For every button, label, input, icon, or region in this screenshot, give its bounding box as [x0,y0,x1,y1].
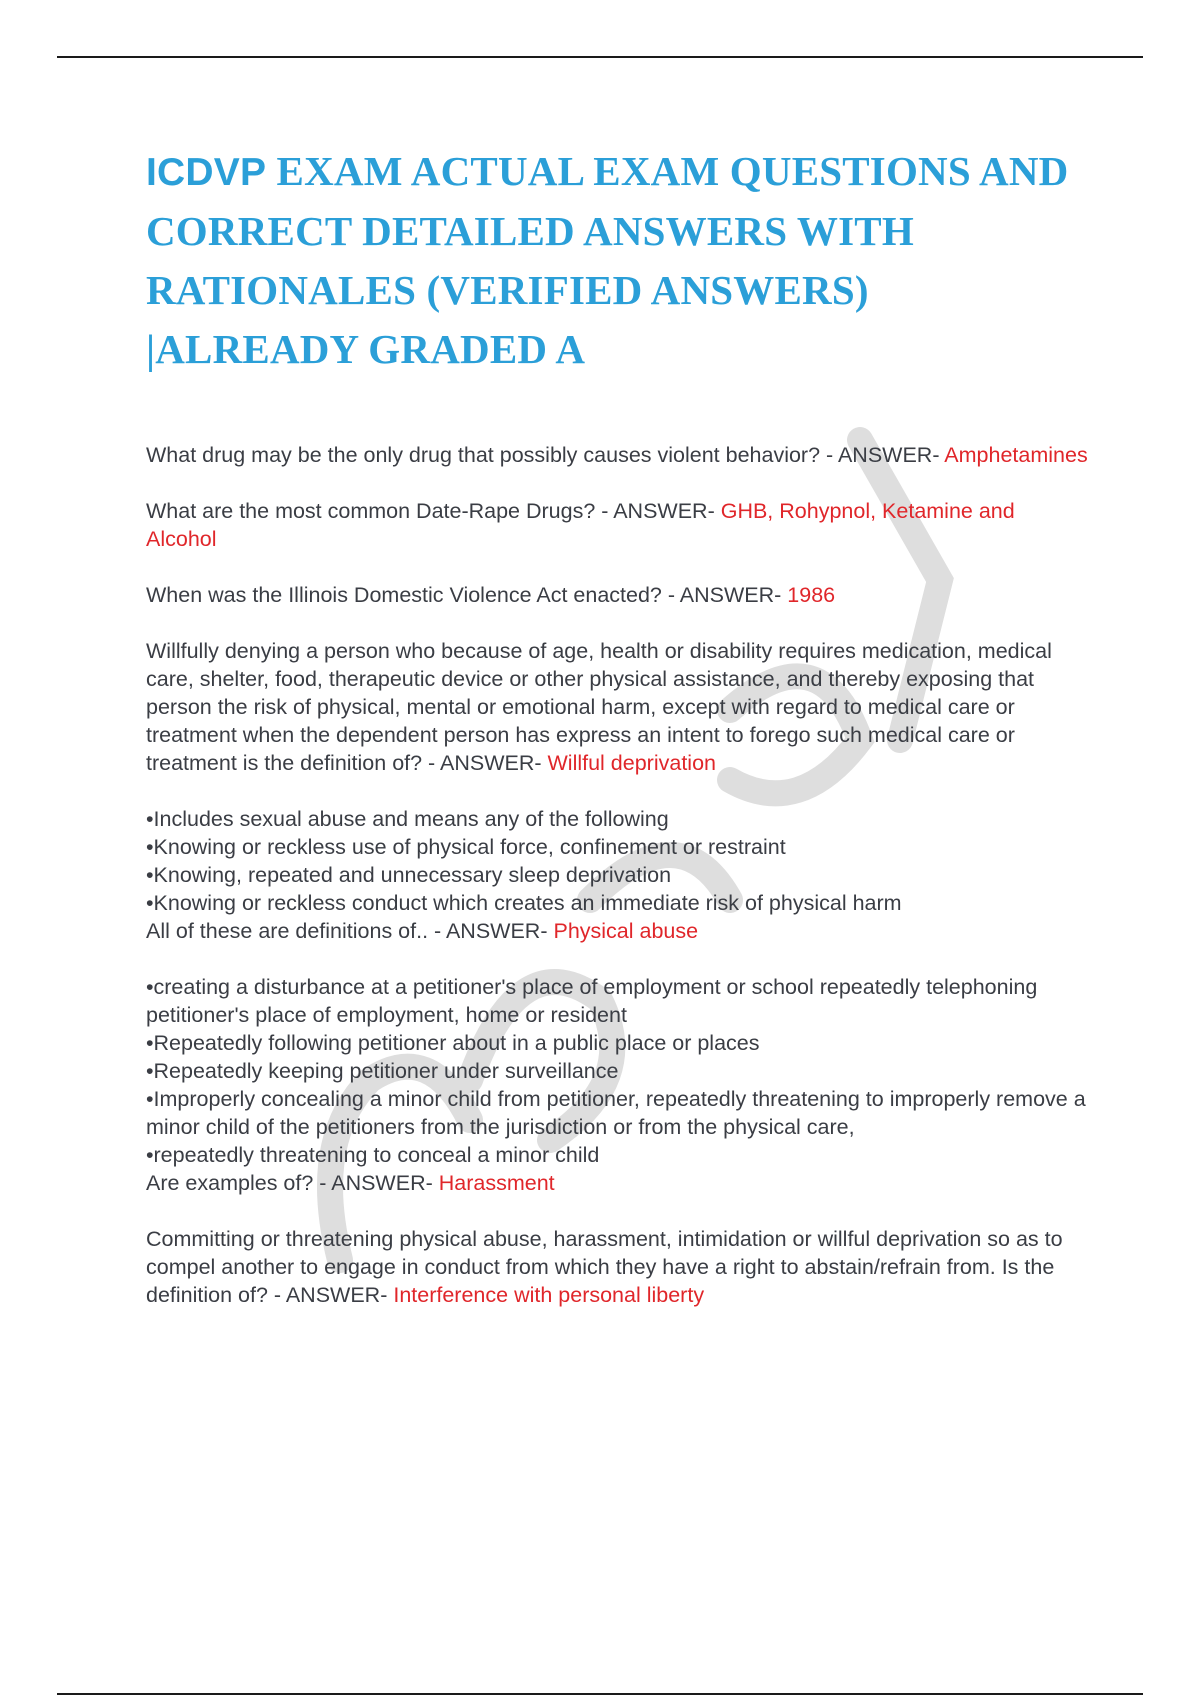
qa-item-7 [146,1225,1090,1309]
bullet-line: •Knowing or reckless use of physical force, confinement or restraint [146,835,786,859]
bullet-line: •Knowing or reckless conduct which creates an immediate risk of physical harm [146,891,902,915]
answer-text: Physical abuse [553,919,699,943]
answer-text: Interference with personal liberty [393,1283,705,1307]
bullet-line: •Includes sexual abuse and means any of the following [146,807,669,831]
document-body [146,142,1090,1337]
question-line [146,1169,1090,1197]
question-text: Committing or threatening physical abuse, harassment, intimidation or willful deprivation so as to compel another to engage in conduct from which they have a right to abstain/refrain from. Is the definition of? - ANSWER- [146,1227,1063,1307]
bullet-line: •creating a disturbance at a petitioner's place of employment or school repeatedly telephoning petitioner's place of employment, home or resident [146,975,1038,1027]
question-text: What drug may be the only drug that possibly causes violent behavior? - ANSWER- [146,443,940,467]
bullet-line: •Knowing, repeated and unnecessary sleep deprivation [146,863,672,887]
qa-item-4 [146,637,1090,777]
answer-text: Willful deprivation [547,751,716,775]
question-text: When was the Illinois Domestic Violence Act enacted? - ANSWER- [146,583,788,607]
qa-item-3 [146,581,1090,609]
title-text: EXAM ACTUAL EXAM QUESTIONS AND CORRECT DETAILED ANSWERS WITH RATIONALES (VERIFIED ANSWERS) |ALREADY GRADED A [146,148,1069,372]
answer-text: GHB, Rohypnol, Ketamine and Alcohol [146,499,1015,551]
top-rule [57,56,1143,58]
question-line [146,917,1090,945]
bottom-rule [57,1693,1143,1695]
question-text: Willfully denying a person who because of age, health or disability requires medication, medical care, shelter, food, therapeutic device or other physical assistance, and thereby exposing that person the risk of physical, mental or emotional harm, except with regard to medical care or treatment when the dependent person has express an intent to forego such medical care or treatment is the definition of? - ANSWER- [146,639,1052,775]
answer-text: Harassment [438,1171,555,1195]
bullet-line: •Improperly concealing a minor child from petitioner, repeatedly threatening to improperly remove a minor child of the petitioners from the jurisdiction or from the physical care, [146,1087,1086,1139]
question-text: All of these are definitions of.. - ANSWER- [146,919,554,943]
question-text: Are examples of? - ANSWER- [146,1171,439,1195]
title-prefix: ICDVP [146,151,277,194]
answer-text: 1986 [787,583,836,607]
bullet-line: •repeatedly threatening to conceal a minor child [146,1143,600,1167]
bullet-line: •Repeatedly following petitioner about in a public place or places [146,1031,760,1055]
answer-text: Amphetamines [944,443,1088,467]
qa-item-5 [146,805,1090,945]
bullet-line: •Repeatedly keeping petitioner under surveillance [146,1059,619,1083]
question-text: What are the most common Date-Rape Drugs? - ANSWER- [146,499,721,523]
qa-item-6 [146,973,1090,1197]
document-title [146,142,1090,379]
qa-item-1 [146,441,1090,469]
qa-item-2 [146,497,1090,553]
